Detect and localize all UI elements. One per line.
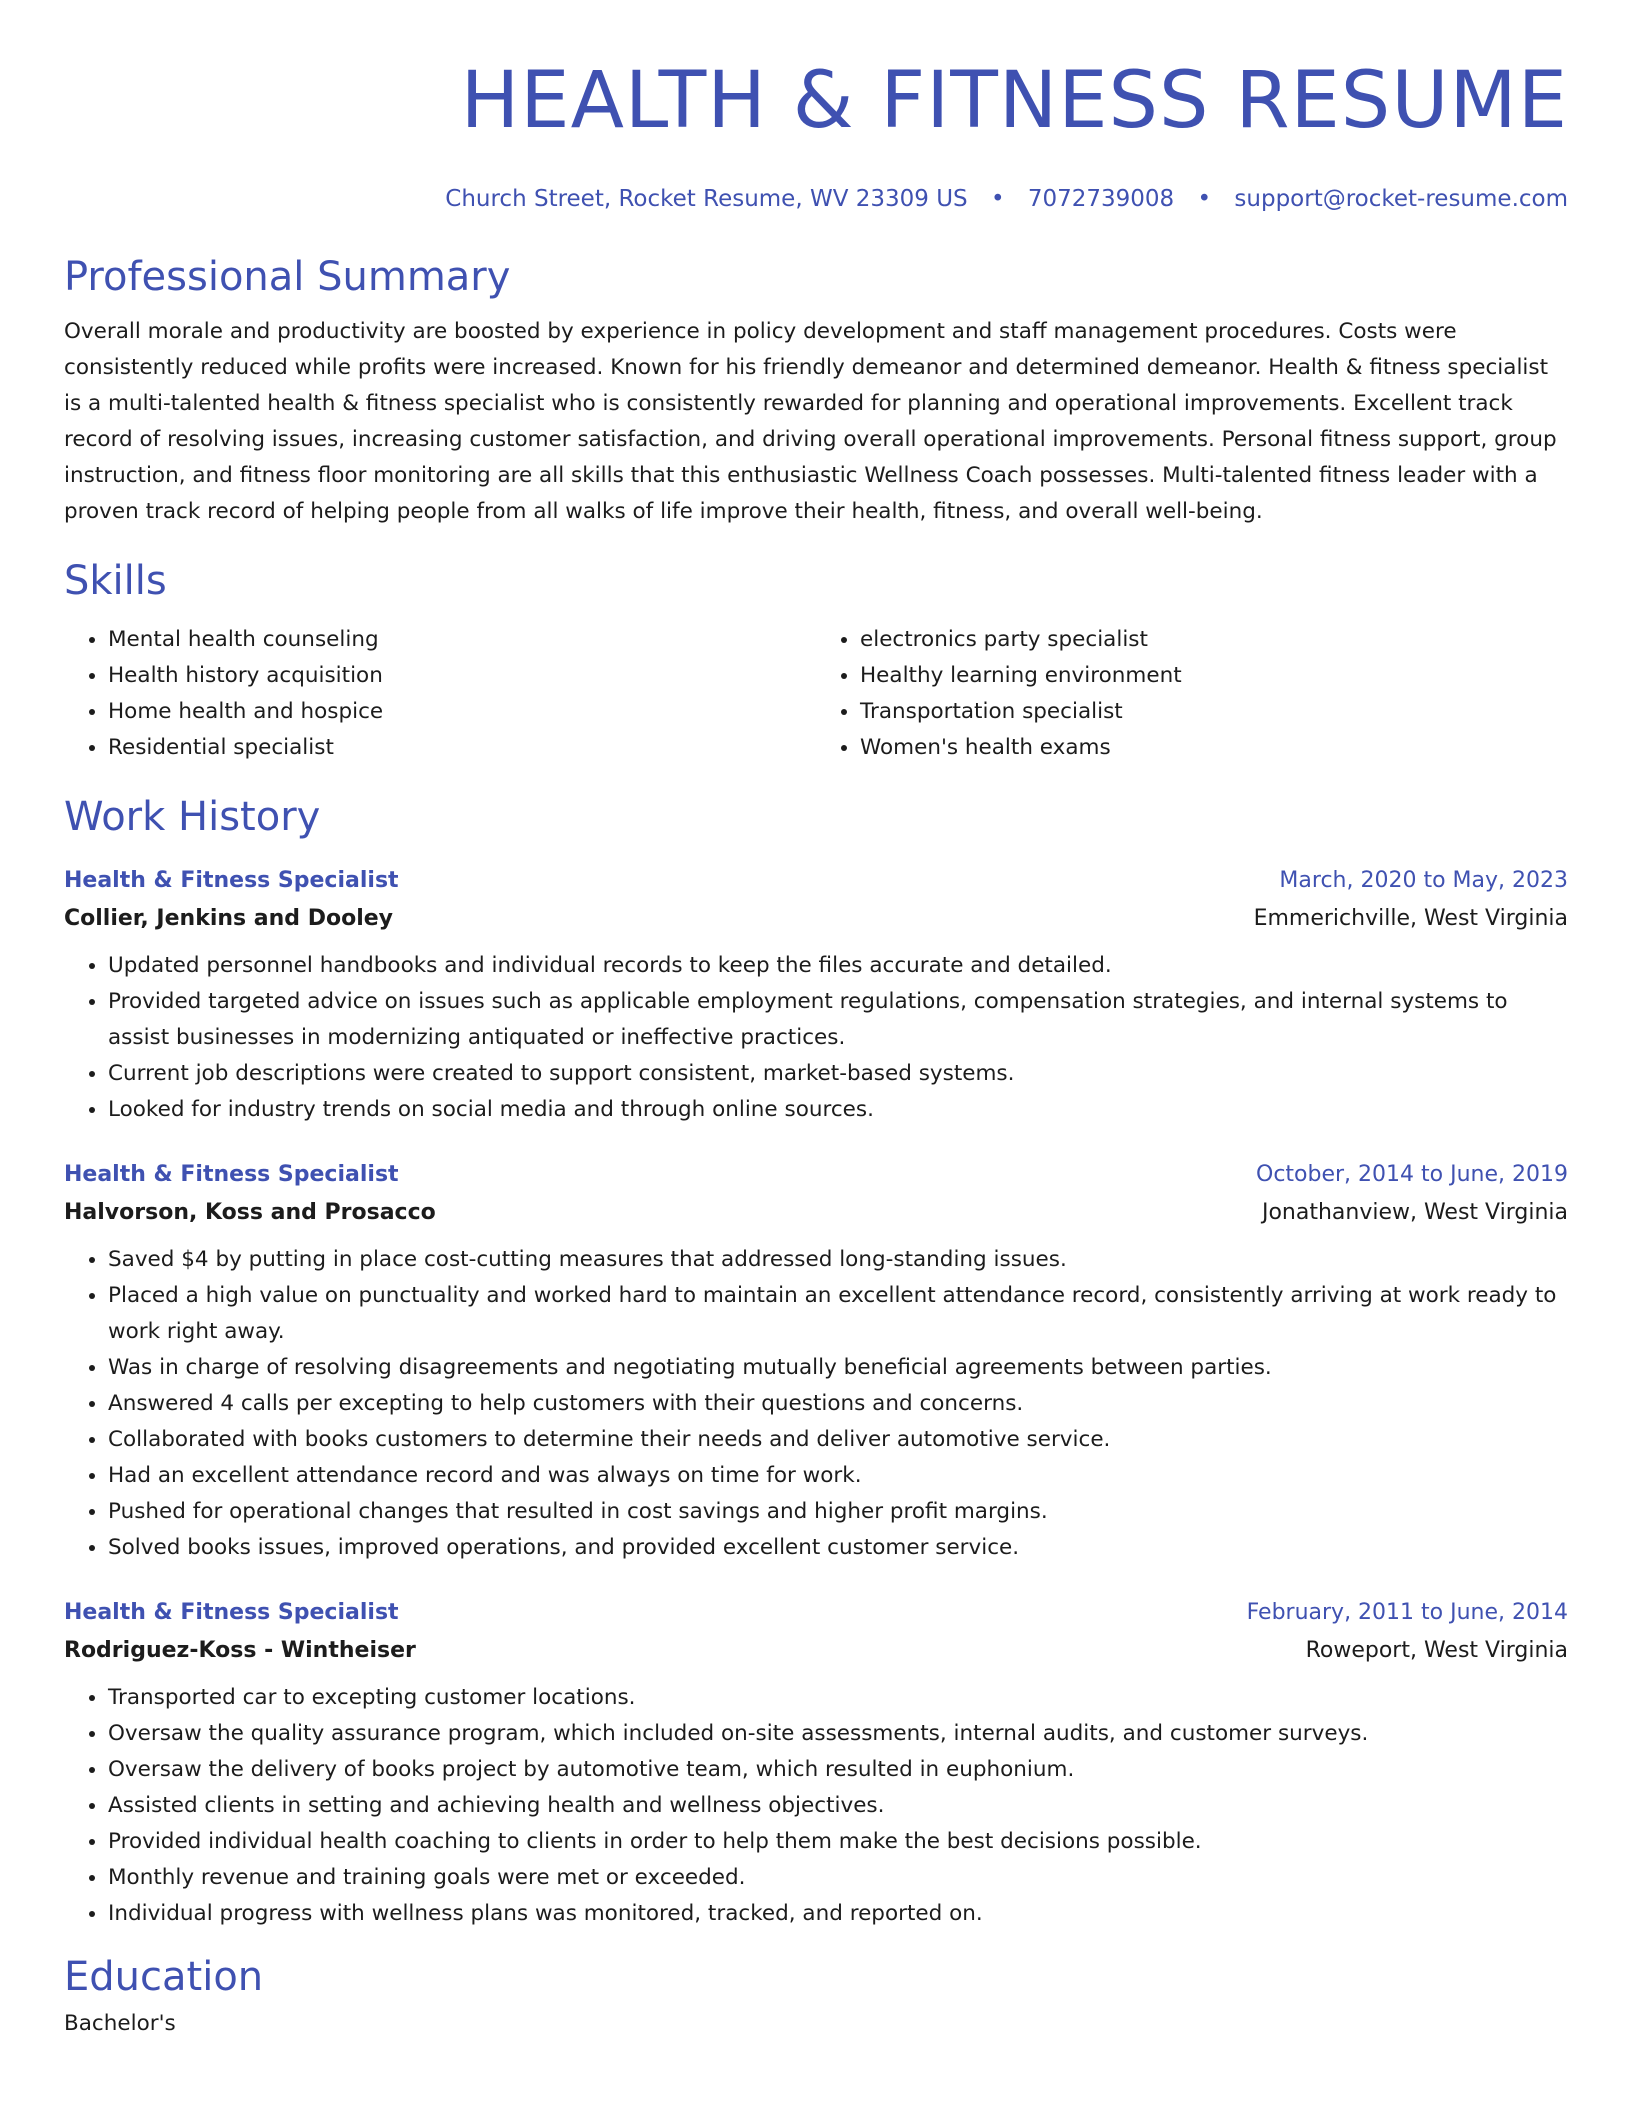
employer-name: Collier, Jenkins and Dooley: [64, 906, 394, 931]
job-bullet: • Solved books issues, improved operations, and provided excellent customer service.: [108, 1530, 1568, 1566]
job-header: [64, 1156, 1568, 1194]
job-title: Health & Fitness Specialist: [64, 1600, 399, 1625]
job-bullets: [64, 1242, 1568, 1566]
job-header: [64, 862, 1568, 900]
skill-item: • Healthy learning environment: [860, 658, 1568, 694]
job-bullet: • Updated personnel handbooks and individual records to keep the files accurate and detailed.: [108, 948, 1568, 984]
resume-title: HEALTH & FITNESS RESUME: [460, 56, 1568, 146]
job-bullet: • Transported car to excepting customer locations.: [108, 1680, 1568, 1716]
job-bullet: • Oversaw the quality assurance program, which included on-site assessments, internal audits, and customer surveys.: [108, 1716, 1568, 1752]
job-entry: [64, 862, 1568, 1128]
job-bullet: • Answered 4 calls per excepting to help customers with their questions and concerns.: [108, 1386, 1568, 1422]
job-title: Health & Fitness Specialist: [64, 868, 399, 893]
job-dates: March, 2020 to May, 2023: [1279, 868, 1568, 893]
education-degree: Bachelor's: [64, 2011, 176, 2036]
job-subheader: [64, 1632, 1568, 1670]
work-history-heading: Work History: [64, 794, 321, 840]
contact-email: support@rocket-resume.com: [1234, 186, 1568, 212]
job-bullet: • Provided targeted advice on issues such as applicable employment regulations, compensation strategies, and internal systems to assist businesses in modernizing antiquated or ineffective practices.: [108, 984, 1568, 1056]
job-entry: [64, 1594, 1568, 1932]
skill-item: • Transportation specialist: [860, 694, 1568, 730]
skills-heading: Skills: [64, 558, 167, 604]
job-bullets: [64, 1680, 1568, 1932]
summary-heading: Professional Summary: [64, 254, 511, 300]
job-bullet: • Current job descriptions were created to support consistent, market-based systems.: [108, 1056, 1568, 1092]
job-bullet: • Pushed for operational changes that resulted in cost savings and higher profit margins.: [108, 1494, 1568, 1530]
contact-separator: •: [990, 186, 1005, 212]
job-location: Emmerichville, West Virginia: [1253, 906, 1568, 931]
skills-list: [64, 622, 1568, 766]
job-location: Roweport, West Virginia: [1305, 1638, 1568, 1663]
job-bullet: • Individual progress with wellness plans was monitored, tracked, and reported on.: [108, 1896, 1568, 1932]
job-dates: October, 2014 to June, 2019: [1256, 1162, 1568, 1187]
job-subheader: [64, 900, 1568, 938]
job-bullet: • Provided individual health coaching to clients in order to help them make the best decisions possible.: [108, 1824, 1568, 1860]
job-bullet: • Monthly revenue and training goals were met or exceeded.: [108, 1860, 1568, 1896]
job-bullet: • Had an excellent attendance record and was always on time for work.: [108, 1458, 1568, 1494]
job-bullet: • Assisted clients in setting and achieving health and wellness objectives.: [108, 1788, 1568, 1824]
contact-phone: 7072739008: [1027, 186, 1175, 212]
skill-item: • electronics party specialist: [860, 622, 1568, 658]
job-bullet: • Oversaw the delivery of books project by automotive team, which resulted in euphonium.: [108, 1752, 1568, 1788]
contact-separator: •: [1197, 186, 1212, 212]
education-heading: Education: [64, 1954, 264, 2000]
job-header: [64, 1594, 1568, 1632]
skill-item: • Residential specialist: [108, 730, 816, 766]
summary-text: Overall morale and productivity are boosted by experience in policy development and staff management procedures. Costs were consistently reduced while profits were increased. Known for his friendly demeanor and determined demeanor. Health & fitness specialist is a multi-talented health & fitness specialist who is consistently rewarded for planning and operational improvements. Excellent track record of resolving issues, increasing customer satisfaction, and driving overall operational improvements. Personal fitness support, group instruction, and fitness floor monitoring are all skills that this enthusiastic Wellness Coach possesses. Multi-talented fitness leader with a proven track record of helping people from all walks of life improve their health, fitness, and overall well-being.: [64, 319, 1557, 524]
skill-item: • Mental health counseling: [108, 622, 816, 658]
job-bullet: • Looked for industry trends on social media and through online sources.: [108, 1092, 1568, 1128]
employer-name: Halvorson, Koss and Prosacco: [64, 1200, 436, 1225]
contact-line: [64, 182, 1568, 216]
job-title: Health & Fitness Specialist: [64, 1162, 399, 1187]
resume-page: [64, 0, 1568, 2042]
contact-address: Church Street, Rocket Resume, WV 23309 US: [445, 186, 968, 212]
skills-column-right: [816, 622, 1568, 766]
skill-item: • Women's health exams: [860, 730, 1568, 766]
job-bullet: • Saved $4 by putting in place cost-cutting measures that addressed long-standing issues.: [108, 1242, 1568, 1278]
skill-item: • Home health and hospice: [108, 694, 816, 730]
job-bullets: [64, 948, 1568, 1128]
job-subheader: [64, 1194, 1568, 1232]
employer-name: Rodriguez-Koss - Wintheiser: [64, 1638, 416, 1663]
job-bullet: • Was in charge of resolving disagreements and negotiating mutually beneficial agreements between parties.: [108, 1350, 1568, 1386]
job-bullet: • Collaborated with books customers to determine their needs and deliver automotive service.: [108, 1422, 1568, 1458]
skill-item: • Health history acquisition: [108, 658, 816, 694]
job-location: Jonathanview, West Virginia: [1261, 1200, 1568, 1225]
job-dates: February, 2011 to June, 2014: [1246, 1600, 1568, 1625]
job-bullet: • Placed a high value on punctuality and worked hard to maintain an excellent attendance record, consistently arriving at work ready to work right away.: [108, 1278, 1568, 1350]
job-entry: [64, 1156, 1568, 1566]
skills-column-left: [64, 622, 816, 766]
